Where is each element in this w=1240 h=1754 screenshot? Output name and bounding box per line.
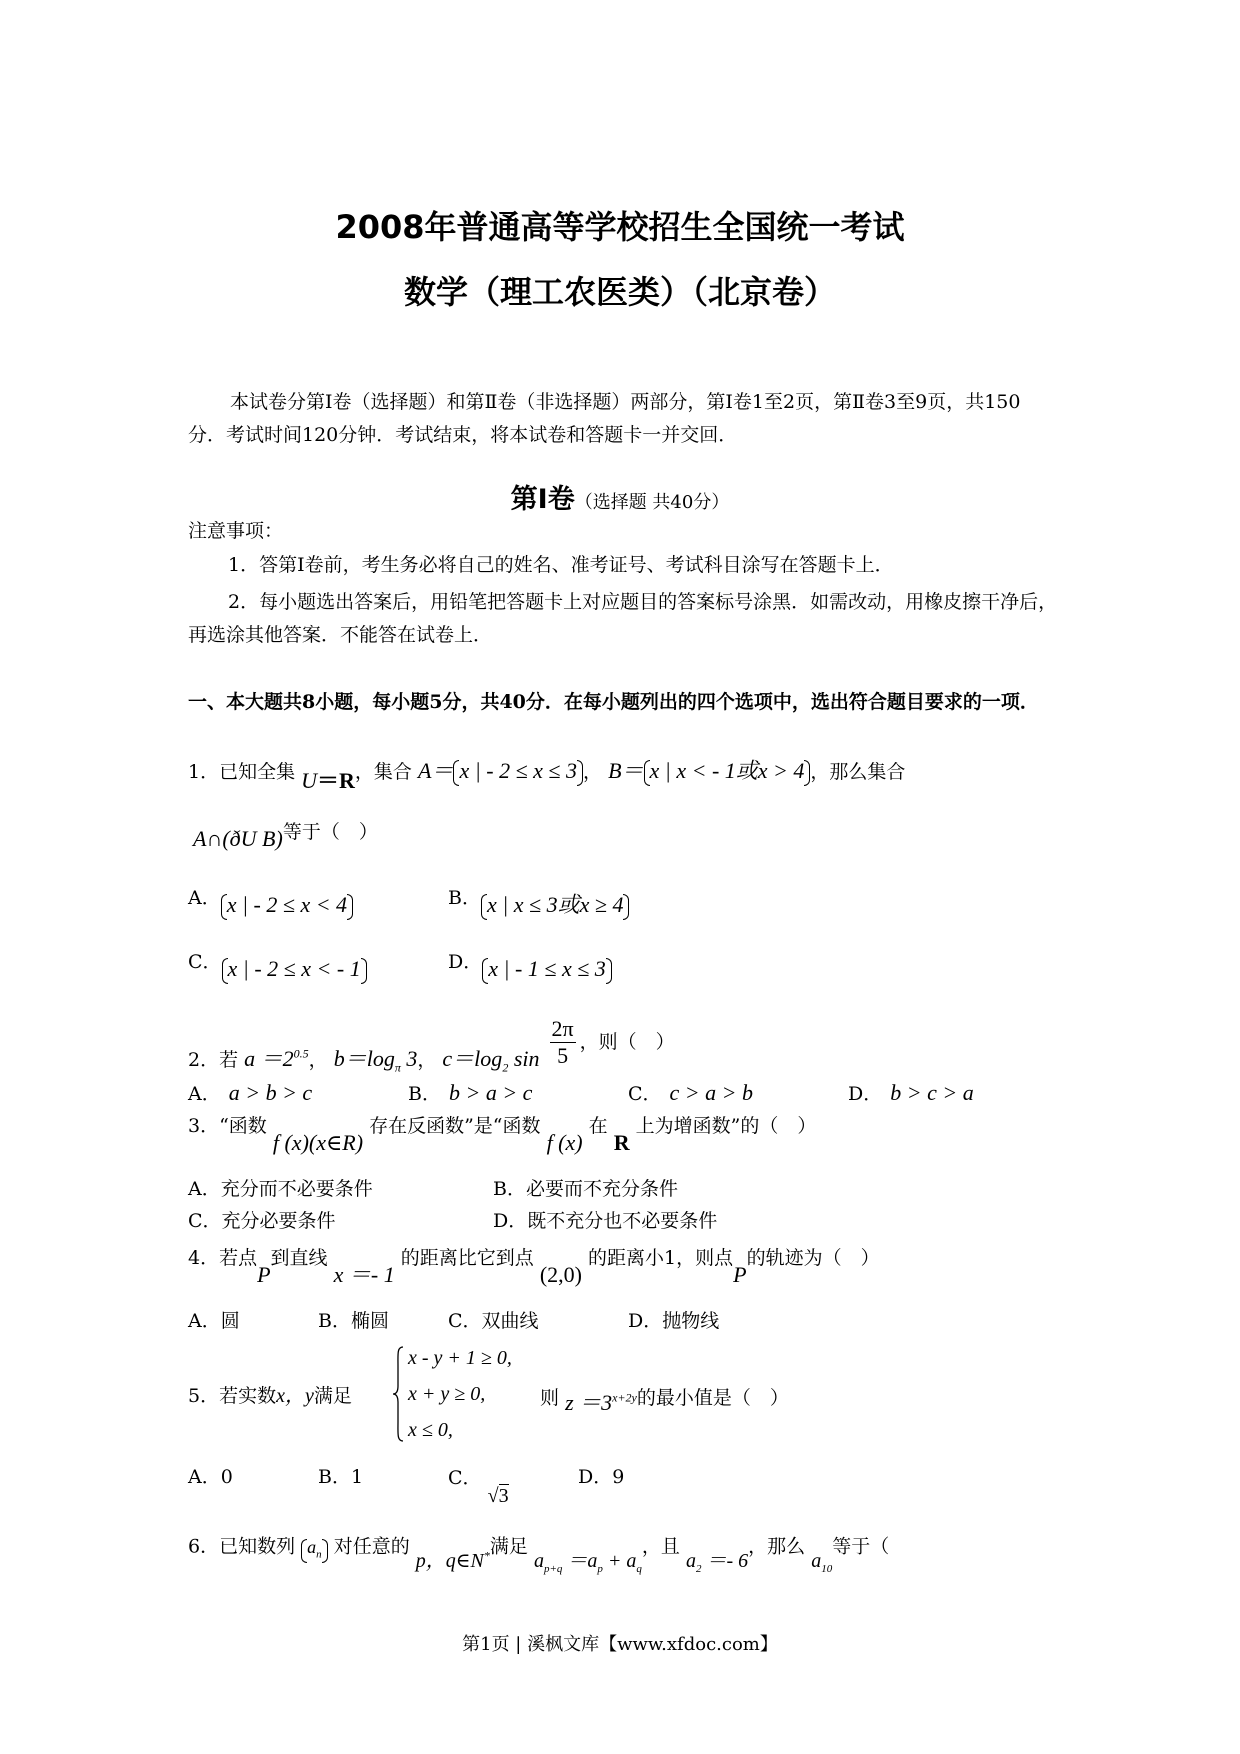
q1-sep: ，	[583, 761, 603, 783]
q5-option-c	[448, 1466, 509, 1507]
q4-line: x ＝- 1	[333, 1262, 395, 1287]
q3-R: R	[613, 1130, 630, 1155]
q4-option-d: D．抛物线	[628, 1310, 720, 1332]
part1-instructions: 一、本大题共8小题，每小题5分，共40分．在每小题列出的四个选项中，选出符合题目要求的一项．	[188, 691, 1039, 713]
q6-text-1: 6．已知数列	[188, 1535, 296, 1558]
q4-point: (2,0)	[539, 1262, 582, 1287]
q1-option-d-set: x | - 1 ≤ x ≤ 3	[482, 956, 612, 982]
section-heading-title: 第Ⅰ卷	[510, 484, 575, 515]
q4-text-2: 到直线	[270, 1247, 328, 1269]
q5-option-b: B．1	[318, 1466, 364, 1488]
q2-a: $a =2^{0.5}$	[244, 1045, 309, 1071]
q1-text-1: 1．已知全集	[188, 761, 296, 783]
q6-text-6: 等于（	[832, 1535, 890, 1558]
q2-frac-num: 2π	[550, 1016, 576, 1043]
q3-option-d: D．既不充分也不必要条件	[493, 1210, 718, 1232]
q5-text-1: 5．若实数	[188, 1385, 277, 1407]
q1-option-c	[188, 951, 367, 982]
q2-frac-den: 5	[557, 1043, 569, 1069]
q5-option-a: A．0	[188, 1466, 233, 1488]
q1-option-a-set: x | - 2 ≤ x < 4	[221, 892, 353, 918]
q1-U: U	[301, 768, 318, 793]
q1-option-d-label: D．	[448, 951, 483, 973]
q6-text-3: 满足	[489, 1535, 528, 1558]
q5-constraint-system	[392, 1346, 522, 1446]
q2-b: $b=\log_\pi$ 3	[333, 1045, 418, 1075]
q4-text-4: 的距离小1，则点	[588, 1247, 734, 1269]
question-6	[188, 1534, 890, 1575]
q5-constraint-1: x - y + 1 ≥ 0,	[408, 1347, 512, 1369]
page-footer: 第1页 | 溪枫文库【www.xfdoc.com】	[462, 1634, 778, 1655]
q3-f1: f (x)(x∈R)	[272, 1130, 364, 1155]
notes-item-1: 1．答第Ⅰ卷前，考生务必将自己的姓名、准考证号、考试科目涂写在答题卡上．	[228, 554, 894, 576]
q2-option-b-value: b > a > c	[448, 1080, 533, 1105]
q1-option-a	[188, 887, 353, 918]
q6-a10: $a_{10}$	[811, 1549, 833, 1575]
q1-option-b-set: x | x ≤ 3或x ≥ 4	[481, 892, 630, 918]
q4-P2: P	[733, 1262, 747, 1287]
q1-set-A: x | - 2 ≤ x ≤ 3	[453, 758, 583, 784]
notes-item-2: 2．每小题选出答案后，用铅笔把答题卡上对应题目的答案标号涂黑．如需改动，用橡皮擦干净后，再选涂其他答案．不能答在试卷上．	[188, 591, 1058, 646]
q2-fraction	[550, 1016, 576, 1070]
q4-option-c: C．双曲线	[448, 1310, 539, 1332]
question-3	[188, 1112, 817, 1155]
question-2: 2．若 $a =2^{0.5}$， $b=\log_\pi$ 3， $c=\log_2$ sin $\frac{2\pi}{5}$ ，则（ ）	[188, 1016, 675, 1075]
q4-text-5: 的轨迹为（ ）	[746, 1247, 880, 1269]
q1-option-c-label: C．	[188, 951, 222, 973]
q2-option-d-value: b > c > a	[890, 1080, 974, 1105]
q1-expression: A∩(ðU B)	[193, 826, 283, 851]
q4-option-a: A．圆	[188, 1310, 240, 1332]
q5-constraint-2: x + y ≥ 0,	[408, 1383, 486, 1405]
q5-text-3: 则	[540, 1387, 560, 1409]
q6-sequence: $a_n$	[301, 1537, 328, 1562]
q3-text-2: 存在反函数”是“函数	[369, 1115, 541, 1137]
q6-text-5: ，那么	[748, 1535, 806, 1558]
q5-text-2: 满足	[313, 1385, 352, 1407]
q1-eq-R: ＝R	[317, 768, 355, 793]
q1-text-2: ，集合	[354, 761, 412, 783]
q3-option-a: A．充分而不必要条件	[188, 1178, 373, 1200]
q6-pq: p，q∈N*	[415, 1548, 490, 1572]
q3-option-b: B．必要而不充分条件	[493, 1178, 678, 1200]
q2-option-c	[628, 1080, 753, 1106]
q2-option-a-label: A．	[188, 1083, 221, 1105]
q6-a2: $a_2 =- 6$	[685, 1549, 749, 1575]
q5-option-d: D．9	[578, 1466, 625, 1488]
question-1-line-1	[188, 758, 906, 793]
q2-text-1: 2．若	[188, 1048, 239, 1071]
exam-subtitle: 数学（理工农医类）（北京卷）	[403, 273, 836, 311]
q1-option-b-label: B．	[448, 887, 481, 909]
section-heading-note: （选择题 共40分）	[574, 492, 730, 513]
q5-text-4: 的最小值是（ ）	[636, 1387, 789, 1409]
q4-option-b: B．椭圆	[318, 1310, 389, 1332]
q1-option-d	[448, 951, 612, 982]
q5-z: $z =3^{x+2y}$	[565, 1390, 637, 1415]
q1-text-3: ，那么集合	[810, 761, 906, 783]
question-5-tail	[540, 1384, 789, 1415]
question-4	[188, 1244, 880, 1287]
q3-option-c: C．充分必要条件	[188, 1210, 336, 1232]
question-1-line-2	[193, 818, 378, 851]
q3-text-1: 3．“函数	[188, 1115, 267, 1137]
q6-relation: $a_{p+q} =a_p + a_q$	[533, 1549, 642, 1575]
q5-constraint-3: x ≤ 0,	[408, 1419, 453, 1441]
q1-set-B: x | x < - 1或x > 4	[644, 758, 811, 784]
q1-option-c-set: x | - 2 ≤ x < - 1	[222, 956, 367, 982]
q5-option-c-label: C．	[448, 1467, 482, 1489]
q2-option-a-value: a > b > c	[228, 1080, 313, 1105]
q2-option-d	[848, 1080, 974, 1106]
exam-title: 2008年普通高等学校招生全国统一考试	[335, 208, 905, 246]
q1-set-A-name: A＝	[417, 758, 454, 783]
q1-option-a-label: A．	[188, 887, 221, 909]
q4-text-1: 4．若点	[188, 1247, 258, 1269]
q5-left-brace	[392, 1346, 404, 1442]
notes-label: 注意事项：	[188, 520, 284, 542]
q2-c: $c=\log_2$ sin	[442, 1045, 540, 1075]
q6-text-2: 对任意的	[333, 1535, 410, 1558]
q1-option-b	[448, 887, 629, 918]
q2-text-2: ，则（ ）	[579, 1030, 675, 1053]
q2-option-b	[408, 1080, 532, 1106]
q6-text-4: ，且	[641, 1535, 680, 1558]
q2-option-c-label: C．	[628, 1083, 662, 1105]
q2-option-d-label: D．	[848, 1083, 883, 1105]
q5-option-c-sqrt: √3	[487, 1485, 509, 1507]
q1-set-B-name: B＝	[608, 758, 644, 783]
section-heading	[0, 484, 1240, 516]
q2-option-a	[188, 1080, 312, 1106]
q3-text-3: 在	[588, 1115, 608, 1137]
q5-vars: x，y	[276, 1385, 314, 1407]
q3-f2: f (x)	[546, 1130, 583, 1155]
q1-text-4: 等于（ ）	[282, 821, 378, 843]
q4-text-3: 的距离比它到点	[400, 1247, 534, 1269]
q2-option-c-value: c > a > b	[669, 1080, 754, 1105]
q2-option-b-label: B．	[408, 1083, 441, 1105]
intro-paragraph: 本试卷分第Ⅰ卷（选择题）和第Ⅱ卷（非选择题）两部分，第Ⅰ卷1至2页，第Ⅱ卷3至9页，共150分．考试时间120分钟．考试结束，将本试卷和答题卡一并交回．	[188, 391, 1021, 446]
q4-P1: P	[257, 1262, 271, 1287]
question-5-stem	[188, 1384, 352, 1408]
q3-text-4: 上为增函数”的（ ）	[635, 1115, 817, 1137]
